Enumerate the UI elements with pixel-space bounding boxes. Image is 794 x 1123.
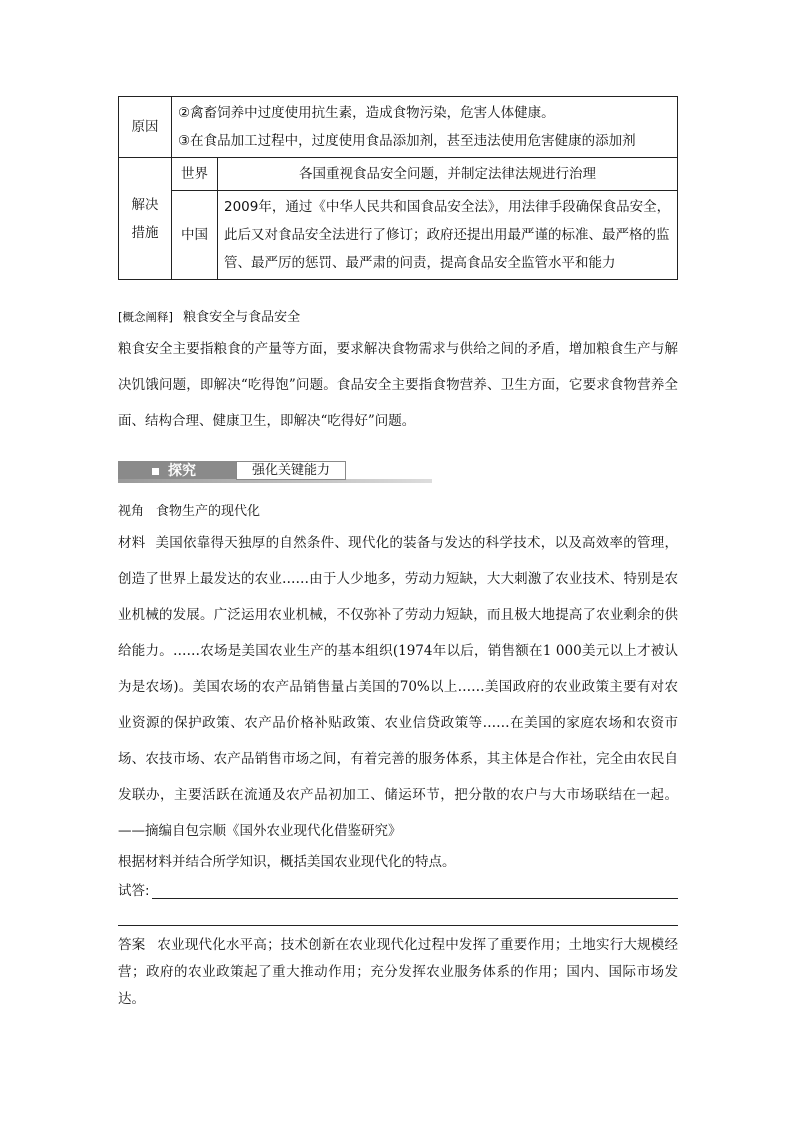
- try-label: 试答:: [118, 883, 150, 899]
- answer-label: 答案: [118, 937, 146, 953]
- view-title: 食物生产的现代化: [156, 504, 261, 519]
- section-banner: [118, 459, 432, 485]
- concept-title: 粮食安全与食品安全: [183, 310, 301, 325]
- world-label: 世界: [172, 158, 218, 191]
- material-text: 美国依靠得天独厚的自然条件、现代化的装备与发达的科学技术，以及高效率的管理，创造了世界上最发达的农业……由于人少地多，劳动力短缺，大大刺激了农业技术、特别是农业机械的发展。广泛运用农业机械，不仅弥补了劳动力短缺，而且极大地提高了农业剩余的供给能力。……农场是美国农业生产的基本组织(1974年以后，销售额在1 000美元以上才被认为是农场)。美国农场的农产品销售量占美国的70%以上……美国政府的农业政策主要有对农业资源的保护政策、农产品价格补贴政策、农业信贷政策等……在美国的家庭农场和农资市场、农技市场、农产品销售市场之间，有着完善的服务体系，其主体是合作社，完全由农民自发联办，主要活跃在流通及农产品初加工、储运环节，把分散的农户与大市场联结在一起。——摘编自包宗顺《国外农业现代化借鉴研究》: [118, 535, 679, 839]
- cause-line-2: ②禽畜饲养中过度使用抗生素，造成食物污染，危害人体健康。: [178, 105, 555, 121]
- answer-line-2[interactable]: [118, 899, 678, 926]
- measures-label-text: 解决措施: [131, 196, 159, 241]
- cause-cell: [172, 97, 678, 158]
- world-text: 各国重视食品安全问题，并制定法律法规进行治理: [218, 158, 678, 191]
- concept-text: 粮食安全主要指粮食的产量等方面，要求解决食物需求与供给之间的矛盾，增加粮食生产与解决饥饿问题，即解决“吃得饱”问题。食品安全主要指食物营养、卫生方面，它要求食物营养全面、结构合理、健康卫生，即解决“吃得好”问题。: [118, 341, 678, 429]
- china-label: 中国: [172, 191, 218, 280]
- answer-line-1[interactable]: [152, 882, 678, 899]
- china-text: 2009年，通过《中华人民共和国食品安全法》，用法律手段确保食品安全，此后又对食品安全法进行了修订；政府还提出用最严谨的标准、最严格的监管、最严厉的惩罚、最严肃的问责，提高食品安全监管水平和能力: [218, 191, 678, 280]
- concept-tag: [概念阐释]: [118, 310, 173, 324]
- measures-label: [119, 158, 172, 280]
- banner-title: 探究: [168, 463, 196, 479]
- cause-line-3: ③在食品加工过程中，过度使用食品添加剂，甚至违法使用危害健康的添加剂: [178, 133, 636, 149]
- answer-text: 农业现代化水平高；技术创新在农业现代化过程中发挥了重要作用；土地实行大规模经营；政府的农业政策起了重大推动作用；充分发挥农业服务体系的作用；国内、国际市场发达。: [118, 937, 679, 1007]
- answer-block: [118, 932, 678, 1013]
- document-page: [118, 96, 678, 1013]
- table-row-world: [119, 158, 678, 191]
- cause-label: 原因: [119, 97, 172, 158]
- square-bullet-icon: [152, 468, 159, 475]
- table-row-china: [119, 191, 678, 280]
- question-text: 根据材料并结合所学知识，概括美国农业现代化的特点。: [118, 854, 456, 870]
- concept-heading: [118, 306, 678, 325]
- view-heading: [118, 501, 678, 523]
- food-safety-table: [118, 96, 678, 280]
- material-label: 材料: [118, 535, 146, 551]
- view-label: 视角: [118, 504, 145, 519]
- banner-subtitle: 强化关键能力: [236, 461, 346, 480]
- try-answer-row: [118, 879, 678, 899]
- material-block: [118, 525, 678, 849]
- table-row-cause: [119, 97, 678, 158]
